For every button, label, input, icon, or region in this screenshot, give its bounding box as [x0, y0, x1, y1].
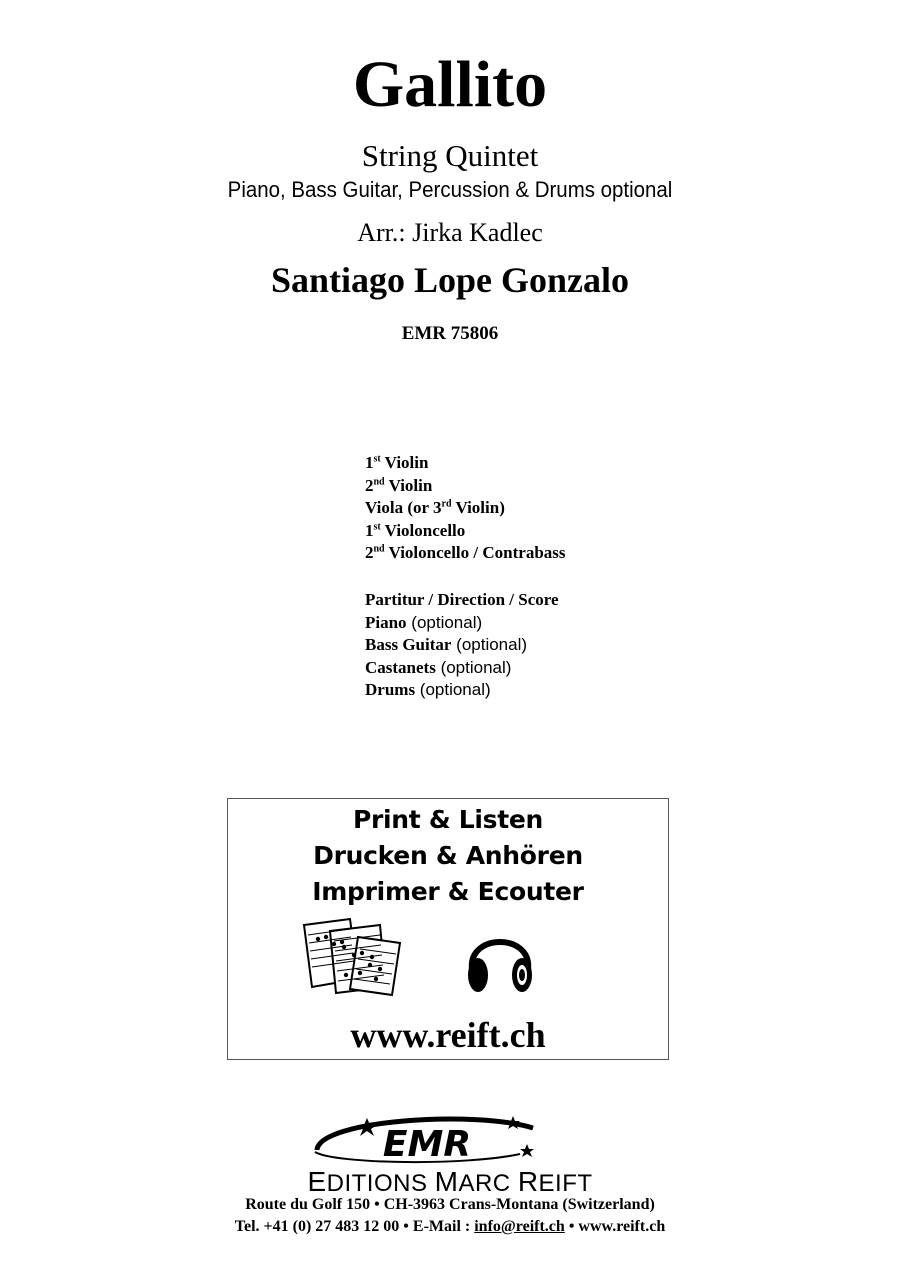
headphones-icon	[464, 919, 536, 999]
sheet-music-icon	[300, 917, 412, 997]
part-item: 1st Violoncello	[365, 520, 466, 540]
instrumentation-note: Piano, Bass Guitar, Percussion & Drums optional	[227, 177, 673, 202]
part-item: Castanets (optional)	[365, 657, 512, 677]
composer: Santiago Lope Gonzalo	[270, 260, 630, 300]
page-title: Gallito	[352, 48, 548, 121]
catalog-number: EMR 75806	[401, 323, 499, 344]
promo-line-french: Imprimer & Ecouter	[312, 877, 584, 906]
publisher-name: EDITIONS MARC REIFT	[307, 1166, 593, 1197]
promo-line-english: Print & Listen	[352, 805, 544, 834]
string-parts-list	[365, 452, 566, 565]
subtitle: String Quintet	[361, 138, 539, 173]
website-link[interactable]: www.reift.ch	[350, 1015, 546, 1055]
part-item: Partitur / Direction / Score	[365, 590, 559, 609]
part-item: Piano (optional)	[365, 612, 483, 632]
part-item: 1st Violin	[365, 453, 429, 472]
additional-parts-list	[365, 589, 559, 702]
part-item: 2nd Violin	[365, 475, 433, 495]
promo-line-german: Drucken & Anhören	[313, 841, 583, 870]
email-link[interactable]: info@reift.ch	[474, 1218, 565, 1235]
publisher-address: Route du Golf 150 • CH-3963 Crans-Montana (Switzerland)	[245, 1196, 655, 1213]
print-listen-box	[227, 798, 669, 1060]
logo-text: EMR	[382, 1124, 472, 1165]
publisher-contact: Tel. +41 (0) 27 483 12 00 • E-Mail : info@reift.ch • www.reift.ch	[234, 1218, 666, 1235]
emr-logo	[305, 1110, 545, 1168]
part-item: Bass Guitar (optional)	[365, 635, 528, 654]
arranger: Arr.: Jirka Kadlec	[357, 218, 543, 247]
part-item: Viola (or 3rd Violin)	[365, 498, 505, 517]
part-item: 2nd Violoncello / Contrabass	[365, 543, 566, 562]
part-item: Drums (optional)	[365, 680, 491, 699]
